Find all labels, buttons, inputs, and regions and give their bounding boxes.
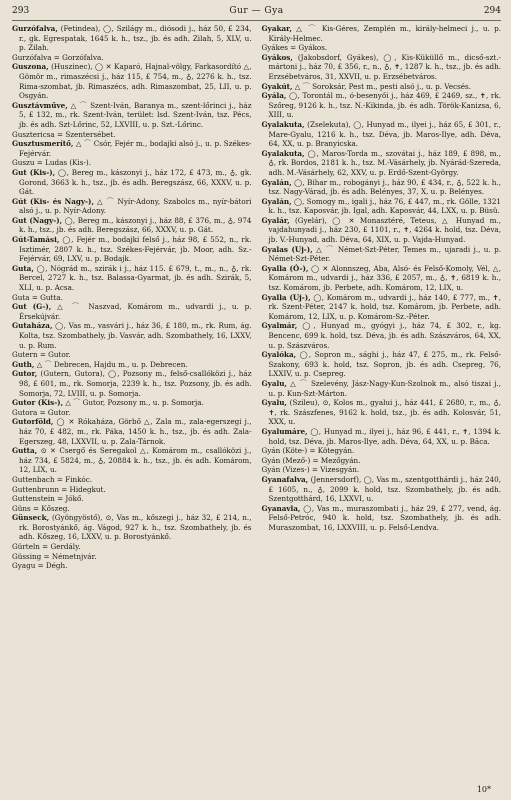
- entry-headword: Gút-Tamási,: [12, 235, 60, 245]
- gazetteer-entry: [262, 456, 502, 466]
- gazetteer-entry: [12, 504, 252, 514]
- columns: [12, 24, 501, 788]
- entry-headword: Gyakút,: [261, 81, 293, 91]
- entry-text: Gyákes = Gyákos.: [261, 43, 328, 53]
- entry-text: ◯, Vas m., muraszombati j., ház 29, £ 277, vend, ág. Felső-Petróc, 940 k. hold, tsz. Szombathely, jb. és adh. Muraszombat, 16, LXXVIII, u. p. Felső-Lendva.: [268, 503, 501, 532]
- entry-text: Güssing = Németnjvár.: [12, 551, 97, 561]
- gazetteer-entry: [262, 293, 502, 322]
- entry-headword: Gutaháza,: [12, 321, 53, 331]
- gazetteer-entry: [12, 542, 252, 552]
- entry-text: △ ⌒ Soroksár, Pest m., pesti alsó j., u. p. Vecsés.: [294, 81, 472, 91]
- left-column: [12, 24, 252, 788]
- entry-headword: Gyalakuta,: [261, 119, 305, 129]
- entry-text: ◯, Maros-Torda m., szovátai j., ház 189, £ 898, m., ♁, rk. Bordos, 2181 k. h., tsz. M.-Vásárhely, jb. Nyárád-Szereda, adh. M.-Vásárhely, 62, XXV, u. p. Erdő-Szent-György.: [268, 148, 501, 177]
- gazetteer-entry: [12, 485, 252, 495]
- gazetteer-entry: [12, 494, 252, 504]
- entry-headword: Gyalu,: [261, 378, 287, 388]
- entry-text: ◯ ✕ Alonnszeg, Aba, Alsó- és Felső-Komoly, Vél, △, Komárom m., udvardi j., ház 336, £ 2057, m., ♁, ✝, 6819 k. h., tsz. Komárom, jb. Perbete, adh. Komárom, 12, LIX, u.: [268, 263, 501, 293]
- entry-text: Güns = Kőszeg.: [12, 503, 70, 513]
- gazetteer-entry: [262, 216, 502, 245]
- gazetteer-entry: [12, 216, 252, 235]
- gazetteer-entry: [12, 264, 252, 293]
- gazetteer-entry: [262, 178, 502, 197]
- gazetteer-entry: [262, 120, 502, 149]
- entry-text: (Gutern, Gutora), ◯, Pozsony m., felső-csallóközi j., ház 98, £ 601, m., rk. Somorja, 2239 k. h., tsz. Pozsony, jb. és adh. Somorja, 72, LVIII, u. p. Somorja.: [19, 369, 252, 398]
- entry-text: ◯, Torontál m., ó-besenyői j., ház 469, £ 2469, sz., ✝, rk. Szőreg, 9126 k. h., tsz. N.-Kikinda, jb. és adh. Török-Kanizsa, 6, XIII, u.: [268, 91, 501, 120]
- gazetteer-entry: [12, 139, 252, 158]
- gazetteer-entry: [262, 379, 502, 398]
- gazetteer-entry: [12, 53, 252, 63]
- entry-headword: Gutorföld,: [12, 417, 54, 427]
- entry-text: △ ⌒ Német-Szt-Péter, Temes m., ujaradi j., u. p. Német-Szt-Péter.: [268, 244, 501, 264]
- gazetteer-entry: [12, 130, 252, 140]
- entry-headword: Gutta,: [12, 446, 38, 456]
- entry-headword: Gút (Kis- és Nagy-),: [12, 196, 94, 206]
- gazetteer-entry: [12, 417, 252, 446]
- entry-text: △ ⌒ Szent-Iván, Baranya m., szent-lőrinci j., ház 5, £ 132, m., rk. Szent-Iván, terület: lsd. Szent-Iván, tsz. Pécs, jb. és adh. Szt-Lőrinc, 52, LXVIII, u. p. Szt.-Lőrinc.: [19, 100, 252, 129]
- gazetteer-entry: [262, 427, 502, 446]
- entry-headword: Gyalmár,: [261, 321, 298, 331]
- entry-text: △ ⌒ Gutor, Pozsony m., u. p. Somorja.: [65, 398, 204, 408]
- entry-text: (Gyelár), ◯ ✕ Monasztéré, Teteus, △ Hunyad m., vajdahunyadi j., ház 230, £ 1101, r., ✝, 4264 k. hold, tsz. Déva, jb. V.-Hunyad, adh. Déva, 64, XIX, u. p. Vajda-Hunyad.: [268, 215, 501, 245]
- entry-headword: Guta,: [12, 263, 34, 273]
- gazetteer-entry: [12, 513, 252, 542]
- gazetteer-entry: [262, 446, 502, 456]
- gazetteer-entry: [12, 350, 252, 360]
- entry-headword: Gyála,: [261, 91, 287, 101]
- entry-text: ◯, Somogy m., igali j., ház 76, £ 447, m., rk. Gölle, 1321 k. h., tsz. Kaposvár, jb. Igal, adh. Kaposvár, 44, LXX, u. p. Büsü.: [268, 196, 501, 216]
- entry-text: Gyán (Mező-) = Mezőgyán.: [261, 455, 361, 465]
- gazetteer-entry: [262, 149, 502, 178]
- entry-text: Guta = Gutta.: [12, 292, 63, 302]
- entry-text: (Zselekuta), ◯, Hunyad m., ilyei j., ház 65, £ 301, r., Mare-Gyalu, 1216 k. h., tsz. Déva, jb. Maros-Ilye, adh. Déva, 64, XX, u. p. Branyicska.: [268, 119, 501, 149]
- entry-headword: Gyalla (Ó-),: [261, 263, 309, 273]
- gazetteer-entry: [12, 24, 252, 53]
- entry-text: (Huszinec), ◯ ✕ Kaparó, Hajnal-völgy, Farkasordító △, Gömör m., rimaszécsi j., ház 115, £ 754, m., ♁, 2276 k. h., tsz. Rima-szombat, jb. Rimaszécs, adh. Rimaszombat, 25, LII, u. p. Osgyán.: [19, 62, 252, 101]
- entry-text: ◯, Fejér m., bodajki felső j., ház 98, £ 552, n., rk. Isztimér, 2807 k. h., tsz. Székes-Fejérvár, jb. Moor, adh. Sz.-Fejérvár, 69, LXV, u. p. Bodajk.: [19, 235, 252, 264]
- gazetteer-entry: [12, 398, 252, 408]
- gazetteer-entry: [262, 264, 502, 293]
- entry-headword: Gyakar,: [261, 24, 292, 33]
- running-header: [12, 6, 501, 21]
- gazetteer-entry: [262, 504, 502, 533]
- gazetteer-entry: [12, 235, 252, 264]
- entry-text: Guttenbrunn = Hidegkut.: [12, 484, 106, 494]
- entry-headword: Gusztávműve,: [12, 100, 68, 110]
- entry-text: ◯, Nógrád m., szirák i j., ház 115. £ 679, t., m., n., ♁, rk. Bercel, 2727 k. h., tsz. Balassa-Gyarmat, jb. és adh. Szirák, 5, XLI, u. p. Acsa.: [19, 263, 252, 293]
- gazetteer-entry: [262, 91, 502, 120]
- entry-text: Gutora = Gutor.: [12, 407, 71, 417]
- gazetteer-entry: [262, 475, 502, 504]
- entry-text: Gurzófalva = Gorzófalva.: [12, 52, 104, 62]
- entry-headword: Gyalu,: [261, 398, 287, 408]
- entry-text: △ ⌒ Debrecen, Hajdu m., u. p. Debrecen.: [36, 359, 188, 369]
- entry-text: Gutern = Gutor.: [12, 350, 71, 360]
- entry-text: △ ⌒ Naszvad, Komárom m., udvardi j., u. p. Érsekújvár.: [19, 302, 252, 321]
- entry-text: ◯, Komárom m., udvardi j., ház 140, £ 777, m., ✝, rk. Szent-Péter, 2147 k. hold, tsz. Komárom, jb. Perbete, adh. Komárom, 12, LIX, u. p. Komárom-Sz.-Péter.: [268, 292, 501, 321]
- entry-headword: Gutor (Kis-),: [12, 398, 64, 408]
- entry-text: Gürteln = Gerdály.: [12, 542, 81, 552]
- entry-text: ◯, Bereg m., kászonyi j., ház 88, £ 376, m., ♁, 974 k. h., tsz., jb. és adh. Beregszász, 66, XXXV, u. p. Gát.: [19, 215, 252, 235]
- entry-text: ◯, Bereg m., kászonyi j., ház 172, £ 473, m., ♁, gk. Gorond, 3663 k. h., tsz., jb. és adh. Beregszász, 66, XXXV, u. p. Gát.: [19, 167, 252, 197]
- gazetteer-entry: [262, 197, 502, 216]
- entry-headword: Gut (Kis-),: [12, 167, 56, 177]
- right-column: [262, 24, 502, 788]
- entry-text: Guszu = Ludas (Kis-).: [12, 158, 92, 168]
- entry-headword: Gyalár,: [261, 215, 290, 225]
- entry-headword: Guth,: [12, 359, 35, 369]
- gazetteer-entry: [12, 168, 252, 197]
- gazetteer-entry: [262, 350, 502, 379]
- gazetteer-entry: [12, 408, 252, 418]
- entry-text: Gyagu = Dégh.: [12, 561, 68, 571]
- gazetteer-entry: [12, 62, 252, 100]
- entry-text: (Gyöngyöstő), ⊙, Vas m., kőszegi j., ház 32, £ 214, n., rk. Borostyánkő, ág. Vágod, 927 k. h., tsz. Szombathely, jb. és adh. Kőszeg, 16, LXXV, u. p. Borostyánkő.: [19, 513, 252, 542]
- gazetteer-entry: [12, 321, 252, 350]
- entry-headword: Gutor,: [12, 369, 38, 379]
- entry-headword: Gusztusmerítő,: [12, 139, 74, 149]
- gazetteer-entry: [12, 552, 252, 562]
- entry-headword: Gut (G-),: [12, 302, 52, 312]
- gazetteer-entry: [12, 561, 252, 571]
- entry-text: (Fetindea), ◯, Szilágy m., diósodi j., ház 50, £ 234, r., gk. Egrespatak, 1645 k. h., tsz., jb. és adh. Zilah, 5, XLV, u. p. Zilah.: [19, 24, 252, 53]
- gazetteer-entry: [262, 53, 502, 82]
- entry-text: ◯, Hunyad m., ilyei j., ház 96, £ 441, r., ✝, 1394 k. hold, tsz. Déva, jb. Maros-Ilye, adh. Déva, 64, XX, u. p. Băca.: [268, 426, 501, 446]
- left-page-number: 293: [12, 6, 30, 16]
- gazetteer-entry: [262, 43, 502, 53]
- entry-headword: Gyalla (Uj-),: [261, 292, 311, 302]
- gazetteer-entry: [262, 465, 502, 475]
- entry-headword: Gyalumáre,: [261, 426, 308, 436]
- entry-text: (Jennersdorf), ◯, Vas m., szentgotthárdi j., ház 240, £ 1605, n., ♁, 2099 k. hold, tsz. Szombathely, jb. és adh. Szentgotthárd, 16, LXXVI, u.: [268, 474, 501, 504]
- gazetteer-entry: [12, 293, 252, 303]
- entry-text: △ ⌒ Kis-Géres, Zemplén m., király-helmeci j., u. p. Király-Helmec.: [268, 24, 501, 43]
- entry-text: △ ⌒ Nyír-Adony, Szabolcs m., nyír-bátori alsó j., u. p. Nyír-Adony.: [19, 196, 252, 216]
- entry-headword: Gyanafalva,: [261, 474, 309, 484]
- entry-text: ◯ ✕ Rókaháza, Görbő △, Zala m., zala-egerszegi j., ház 70, £ 482, m., rk. Páka, 1450 k. h., tsz., jb. és adh. Zala-Egerszeg, 48, LXXVII, u. p. Zala-Tárnok.: [19, 417, 252, 446]
- entry-headword: Gyalán,: [261, 177, 292, 187]
- gazetteer-entry: [12, 302, 252, 321]
- gazetteer-entry: [12, 101, 252, 130]
- entry-headword: Guszona,: [12, 62, 49, 72]
- entry-text: △ ⌒ Szelevény, Jász-Nagy-Kun-Szolnok m., alsó tiszai j., u. p. Kun-Szt-Márton.: [268, 378, 501, 398]
- entry-headword: Gyalán,: [261, 196, 292, 206]
- entry-headword: Gyákos,: [261, 52, 293, 62]
- gazetteer-entry: [262, 398, 502, 427]
- gazetteer-entry: [12, 369, 252, 398]
- entry-text: Gyán (Köte-) = Kötegyán.: [261, 446, 355, 456]
- gazetteer-entry: [262, 321, 502, 350]
- entry-text: Gusztericsa = Szentersébet.: [12, 129, 116, 139]
- right-page-number: 294: [483, 6, 501, 16]
- entry-headword: Gyalóka,: [261, 350, 297, 360]
- gazetteer-entry: [12, 197, 252, 216]
- gazetteer-entry: [262, 24, 502, 43]
- entry-text: ◯, Sopron m., sághi j., ház 47, £ 275, m., rk. Felső-Szakony, 693 k. hold, tsz. Sopron, jb. és adh. Csepreg, 76, LXXIV, u. p. Csepreg.: [268, 350, 501, 379]
- entry-text: Guttenstein = Jókő.: [12, 494, 84, 504]
- entry-headword: Gyanavla,: [261, 503, 301, 513]
- entry-text: ◯, Vas m., vasvári j., ház 36, £ 180, m., rk. Rum, ág. Kolta, tsz. Szombathely, jb. Vasvár, adh. Szombathely, 16, LXXV, u. p. Rum.: [19, 321, 252, 350]
- entry-text: (Jakobsdorf, Gyákes), ◯, Kis-Küküllő m., dicső-szt.-mártoni j., ház 70, £ 356, r., n., ♁, ✝, 1287 k. h., tsz., jb. és adh. Erzsébetváros, 31, XXVII, u. p. Erzsébetváros.: [268, 52, 501, 81]
- entry-text: Gyán (Vizes-) = Vizesgyán.: [261, 465, 360, 475]
- gazetteer-entry: [262, 245, 502, 264]
- running-title: Gur — Gya: [229, 6, 284, 16]
- entry-text: (Szileu), ⊙, Kolos m., gyalui j., ház 441, £ 2680, r., m., ♁, ✝, rk. Szászfenes, 9162 k. hold, tsz., jb. és adh. Kolosvár, 51, XXX, u.: [268, 398, 501, 427]
- entry-headword: Günseck,: [12, 513, 50, 523]
- entry-headword: Gyalakuta,: [261, 148, 305, 158]
- entry-text: △ ⌒ Csór, Fejér m., bodajki alsó j., u. p. Székes-Fejérvár.: [19, 139, 252, 158]
- gazetteer-entry: [12, 446, 252, 475]
- entry-text: ◯, Hunyad m., gyógyi j., ház 74, £ 302, r., kg. Bencenc, 699 k. hold, tsz. Déva, jb. és adh. Szászváros, 64, XX, u. p. Szászváros.: [268, 321, 501, 350]
- signature-mark: 10*: [476, 785, 491, 794]
- gazetteer-entry: [12, 475, 252, 485]
- entry-headword: Gut (Nagy-),: [12, 215, 63, 225]
- entry-headword: Gurzófalva,: [12, 24, 58, 33]
- entry-text: ◯, Bihar m., robogányi j., ház 90, £ 434, r., ♁, 522 k. h., tsz. Nagy-Várad, jb. és adh. Belényes, 37, X, u. p. Belényes.: [268, 177, 501, 197]
- entry-text: Guttenbach = Finkóc.: [12, 474, 93, 484]
- gazetteer-entry: [12, 158, 252, 168]
- entry-text: ⊙ ✕ Csergő és Seregakol △, Komárom m., csallóközi j., ház 734, £ 5824, m., ♁, 20884 k. h., tsz., jb. és adh. Komárom, 12, LIX, u.: [19, 446, 252, 475]
- gazetteer-entry: [262, 82, 502, 92]
- gazetteer-entry: [12, 360, 252, 370]
- entry-headword: Gyalas (Uj-),: [261, 244, 313, 254]
